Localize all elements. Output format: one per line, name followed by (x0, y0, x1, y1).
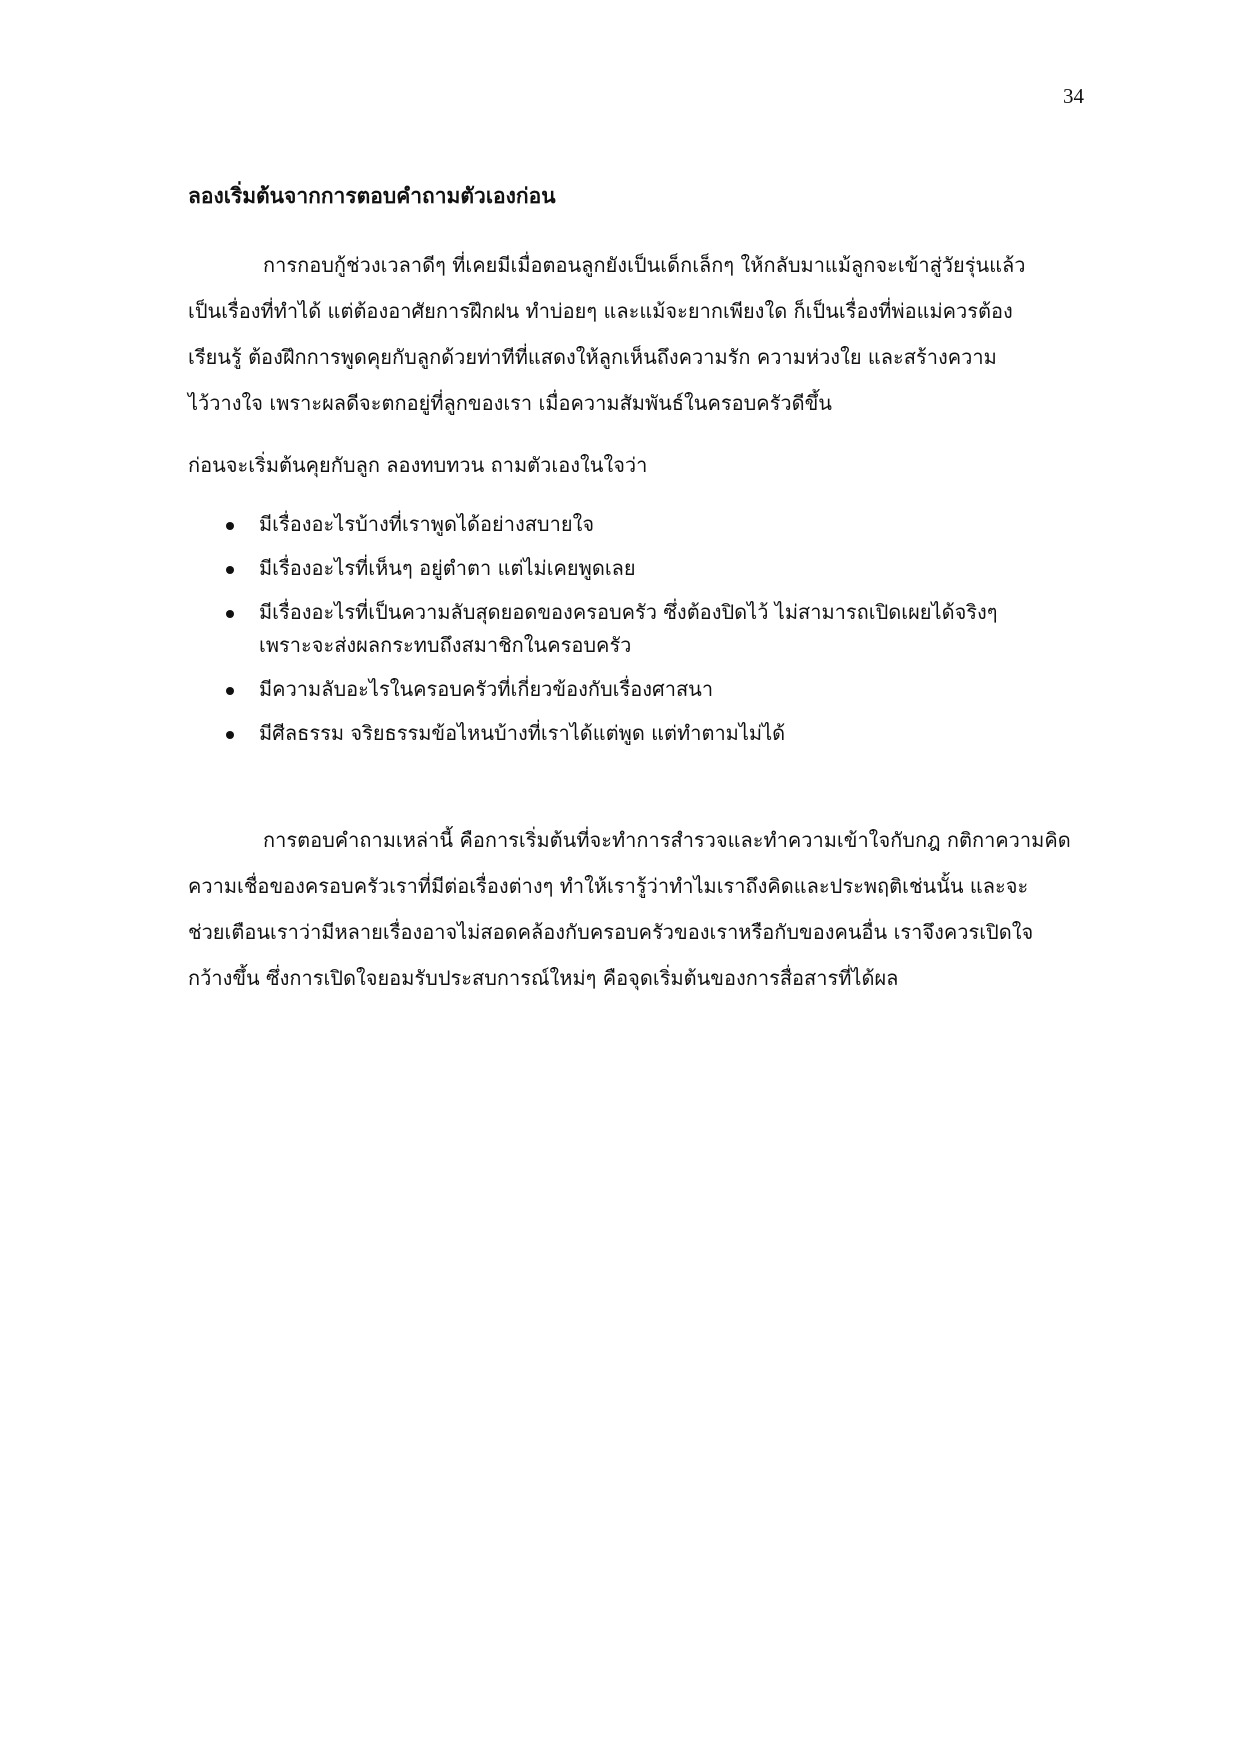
list-item-text: มีเรื่องอะไรที่เป็นความลับสุดยอดของครอบครัว ซึ่งต้องปิดไว้ ไม่สามารถเปิดเผยได้จริงๆ (259, 600, 998, 624)
list-item-text: มีศีลธรรม จริยธรรมข้อไหนบ้างที่เราได้แต่พูด แต่ทำตามไม่ได้ (259, 721, 786, 745)
paragraph-line: เป็นเรื่องที่ทำได้ แต่ต้องอาศัยการฝึกฝน ทำบ่อยๆ และแม้จะยากเพียงใด ก็เป็นเรื่องที่พ่อแม่ควรต้อง (188, 299, 1013, 323)
question-intro: ก่อนจะเริ่มต้นคุยกับลูก ลองทบทวน ถามตัวเองในใจว่า (188, 453, 648, 477)
paragraph-intro-text (188, 242, 1088, 426)
paragraph-line: กว้างขึ้น ซึ่งการเปิดใจยอมรับประสบการณ์ใหม่ๆ คือจุดเริ่มต้นของการสื่อสารที่ได้ผล (188, 966, 899, 990)
bullet-icon (226, 731, 234, 739)
paragraph-line: การตอบคำถามเหล่านี้ คือการเริ่มต้นที่จะทำการสำรวจและทำความเข้าใจกับกฎ กติกาความคิด (263, 828, 1071, 852)
list-item-text: มีเรื่องอะไรที่เห็นๆ อยู่ตำตา แต่ไม่เคยพูดเลย (259, 556, 636, 580)
list-item-text: มีความลับอะไรในครอบครัวที่เกี่ยวข้องกับเรื่องศาสนา (259, 677, 714, 701)
question-list (188, 508, 1088, 750)
list-item (226, 596, 1088, 662)
list-item-text-continued: เพราะจะส่งผลกระทบถึงสมาชิกในครอบครัว (259, 633, 632, 657)
list-item (226, 717, 1088, 750)
bullet-icon (226, 566, 234, 574)
paragraph-line: เรียนรู้ ต้องฝึกการพูดคุยกับลูกด้วยท่าทีที่แสดงให้ลูกเห็นถึงความรัก ความห่วงใย และสร้างความ (188, 345, 997, 369)
list-item-text: มีเรื่องอะไรบ้างที่เราพูดได้อย่างสบายใจ (259, 512, 595, 536)
bullet-icon (226, 610, 234, 618)
list-item (226, 673, 1088, 706)
document-body (188, 181, 1088, 1001)
list-item (226, 508, 1088, 541)
list-item (226, 552, 1088, 585)
paragraph-line: ไว้วางใจ เพราะผลดีจะตกอยู่ที่ลูกของเรา เมื่อความสัมพันธ์ในครอบครัวดีขึ้น (188, 391, 832, 415)
paragraph-line: การกอบกู้ช่วงเวลาดีๆ ที่เคยมีเมื่อตอนลูกยังเป็นเด็กเล็กๆ ให้กลับมาแม้ลูกจะเข้าสู่วัยรุ่นแล้ว (263, 253, 1026, 277)
section-heading: ลองเริ่มต้นจากการตอบคำถามตัวเองก่อน (188, 183, 556, 208)
bullet-icon (226, 522, 234, 530)
paragraph-line: ความเชื่อของครอบครัวเราที่มีต่อเรื่องต่างๆ ทำให้เรารู้ว่าทำไมเราถึงคิดและประพฤติเช่นนั้น และจะ (188, 874, 1029, 898)
bullet-icon (226, 687, 234, 695)
paragraph-line: ช่วยเตือนเราว่ามีหลายเรื่องอาจไม่สอดคล้องกับครอบครัวของเราหรือกับของคนอื่น เราจึงควรเปิดใจ (188, 920, 1034, 944)
page-number: 34 (1063, 84, 1084, 108)
paragraph-conclusion (188, 817, 1088, 1001)
